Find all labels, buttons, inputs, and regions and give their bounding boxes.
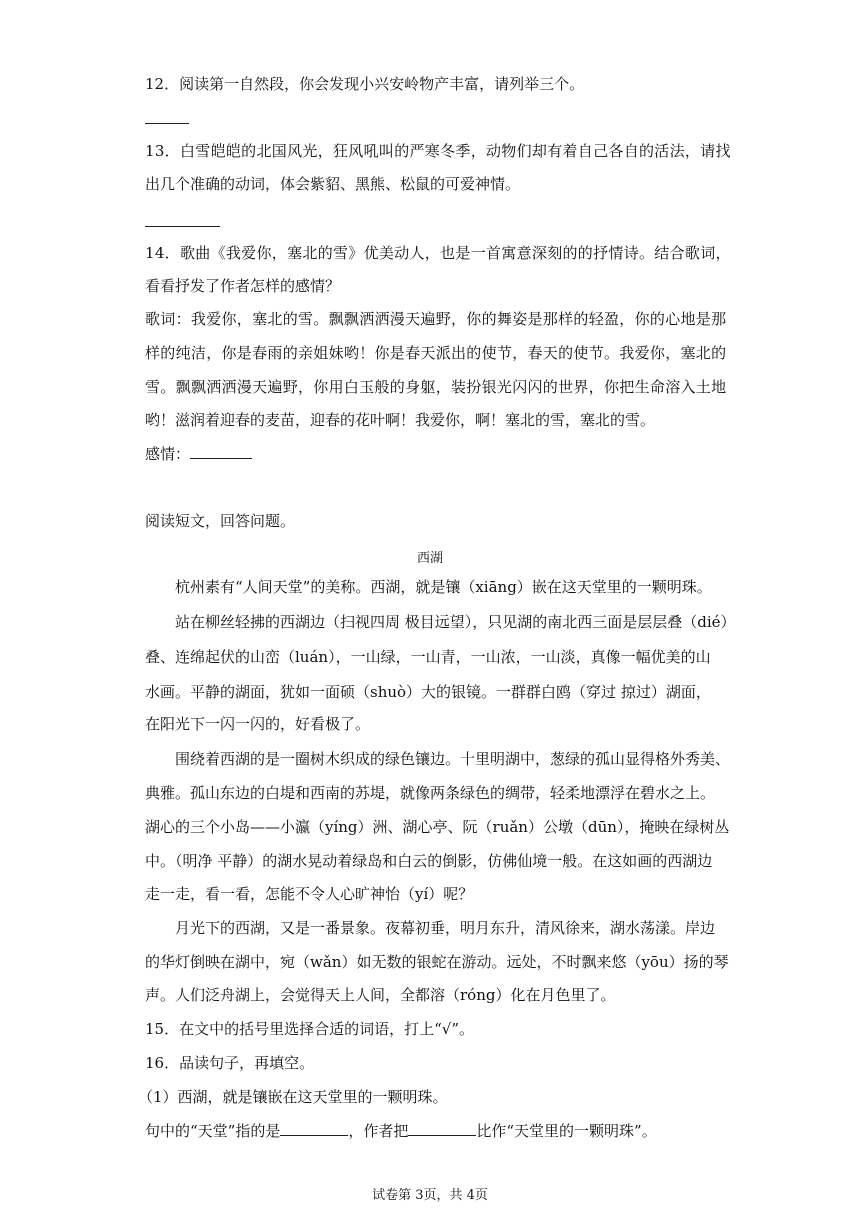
q14-text-line1: 14．歌曲《我爱你，塞北的雪》优美动人，也是一首寓意深刻的的抒情诗。结合歌词， [145,244,731,262]
q13-text-line1: 13．白雪皑皑的北国风光，狂风吼叫的严寒冬季，动物们却有着自己各自的活法，请找 [145,142,731,160]
q16-fill-text-b: ，作者把 [348,1122,409,1140]
page-footer: 试卷第 3页，共 4页 [372,1188,488,1203]
feeling-row [145,444,252,464]
q16-text: 16．品读句子，再填空。 [145,1054,315,1072]
passage-line: 的华灯倒映在湖中，宛（wǎn）如无数的银蛇在游动。远处，不时飘来悠（yōu）扬的琴 [145,953,729,971]
feeling-answer-blank[interactable] [190,444,252,459]
q12-text: 12．阅读第一自然段，你会发现小兴安岭物产丰富，请列举三个。 [145,75,585,93]
passage-line: 水画。平静的湖面，犹如一面硕（shuò）大的银镜。一群群白鸥（穿过 掠过）湖面， [145,683,711,701]
q14-text-line2: 看看抒发了作者怎样的感情？ [145,277,341,295]
passage-line: 围绕着西湖的是一圈树木织成的绿色镶边。十里明湖中，葱绿的孤山显得格外秀美、 [175,750,731,768]
passage-line: 站在柳丝轻拂的西湖边（扫视四周 极目远望），只见湖的南北西三面是层层叠（dié） [175,613,736,631]
q16-fill-text-a: 句中的“天堂”指的是 [145,1122,281,1140]
lyrics-line: 哟！滋润着迎春的麦苗，迎春的花叶啊！我爱你，啊！塞北的雪，塞北的雪。 [145,411,656,429]
passage-line: 杭州素有“人间天堂”的美称。西湖，就是镶（xiāng）嵌在这天堂里的一颗明珠。 [175,578,712,596]
q13-answer-line[interactable] [145,226,220,227]
q16-blank-1[interactable] [280,1121,348,1136]
feeling-label: 感情： [145,445,191,463]
q12-answer-line[interactable] [145,123,189,124]
q16-sub1: （1）西湖，就是镶嵌在这天堂里的一颗明珠。 [138,1088,448,1106]
passage-line: 在阳光下一闪一闪的，好看极了。 [145,715,371,733]
passage-line: 湖心的三个小岛——小瀛（yíng）洲、湖心亭、阮（ruǎn）公墩（dūn），掩映在绿树丛 [145,818,730,836]
passage-line: 中。（明净 平静）的湖水晃动着绿岛和白云的倒影，仿佛仙境一般。在这如画的西湖边 [145,852,713,870]
q16-blank-2[interactable] [408,1121,476,1136]
q13-text-line2: 出几个准确的动词，体会紫貂、黑熊、松鼠的可爱神情。 [145,175,521,193]
passage-title: 西湖 [416,551,443,566]
passage-line: 月光下的西湖，又是一番景象。夜幕初垂，明月东升，清风徐来，湖水荡漾。岸边 [175,919,716,937]
reading-intro: 阅读短文，回答问题。 [145,512,296,530]
q16-fill-text-c: 比作“天堂里的一颗明珠”。 [476,1122,657,1140]
q16-fill-row [145,1121,657,1141]
lyrics-line: 样的纯洁，你是春雨的亲姐妹哟！你是春天派出的使节，春天的使节。我爱你，塞北的 [145,344,727,362]
lyrics-line: 歌词：我爱你，塞北的雪。飘飘洒洒漫天遍野，你的舞姿是那样的轻盈，你的心地是那 [145,310,727,328]
passage-line: 叠、连绵起伏的山峦（luán），一山绿，一山青，一山浓，一山淡，真像一幅优美的山 [145,648,711,666]
q15-text: 15．在文中的括号里选择合适的词语，打上“√”。 [145,1020,474,1038]
passage-line: 典雅。孤山东边的白堤和西南的苏堤，就像两条绿色的绸带，轻柔地漂浮在碧水之上。 [145,784,716,802]
passage-line: 走一走，看一看，怎能不令人心旷神怡（yí）呢？ [145,885,474,903]
passage-line: 声。人们泛舟湖上，会觉得天上人间，全都溶（róng）化在月色里了。 [145,986,616,1004]
lyrics-line: 雪。飘飘洒洒漫天遍野，你用白玉般的身躯，装扮银光闪闪的世界，你把生命溶入土地 [145,378,727,396]
